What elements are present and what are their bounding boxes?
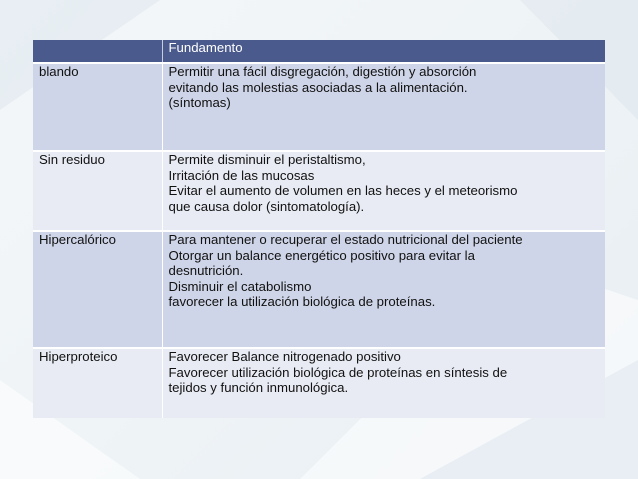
row-fundamento <box>162 151 605 231</box>
table-row-hiperproteico <box>33 348 605 418</box>
fundamento-line: favorecer la utilización biológica de proteínas. <box>168 294 436 309</box>
table-header-row <box>33 40 605 63</box>
row-term: blando <box>33 63 162 151</box>
table-row-blando <box>33 63 605 151</box>
row-fundamento <box>162 231 605 348</box>
fundamento-line: Permitir una fácil disgregación, digestión y absorción <box>168 64 477 79</box>
fundamento-line: Favorecer Balance nitrogenado positivo <box>168 349 401 364</box>
fundamento-line: Otorgar un balance energético positivo para evitar la <box>168 247 475 263</box>
fundamento-line: Irritación de las mucosas <box>168 167 315 183</box>
fundamento-line: Disminuir el catabolismo <box>168 278 312 294</box>
fundamento-line: (síntomas) <box>168 95 231 110</box>
header-cell-empty <box>33 40 162 63</box>
fundamento-line: Para mantener o recuperar el estado nutricional del paciente <box>168 232 523 247</box>
fundamento-line: desnutrición. <box>168 263 244 278</box>
fundamento-line: Favorecer utilización biológica de proteínas en síntesis de <box>168 364 508 380</box>
nutrition-diet-table <box>33 40 605 418</box>
header-cell-fundamento: Fundamento <box>162 40 605 63</box>
table-row-sin-residuo <box>33 151 605 231</box>
row-fundamento <box>162 348 605 418</box>
fundamento-line: Permite disminuir el peristaltismo, <box>168 152 366 167</box>
table-row-hipercalorico <box>33 231 605 348</box>
row-term: Sin residuo <box>33 151 162 231</box>
fundamento-line: tejidos y función inmunológica. <box>168 380 349 395</box>
fundamento-line: evitando las molestias asociadas a la alimentación. <box>168 79 468 95</box>
row-term: Hipercalórico <box>33 231 162 348</box>
row-term: Hiperproteico <box>33 348 162 418</box>
row-fundamento <box>162 63 605 151</box>
fundamento-line: Evitar el aumento de volumen en las heces y el meteorismo <box>168 183 518 198</box>
fundamento-line: que causa dolor (sintomatología). <box>168 198 365 214</box>
